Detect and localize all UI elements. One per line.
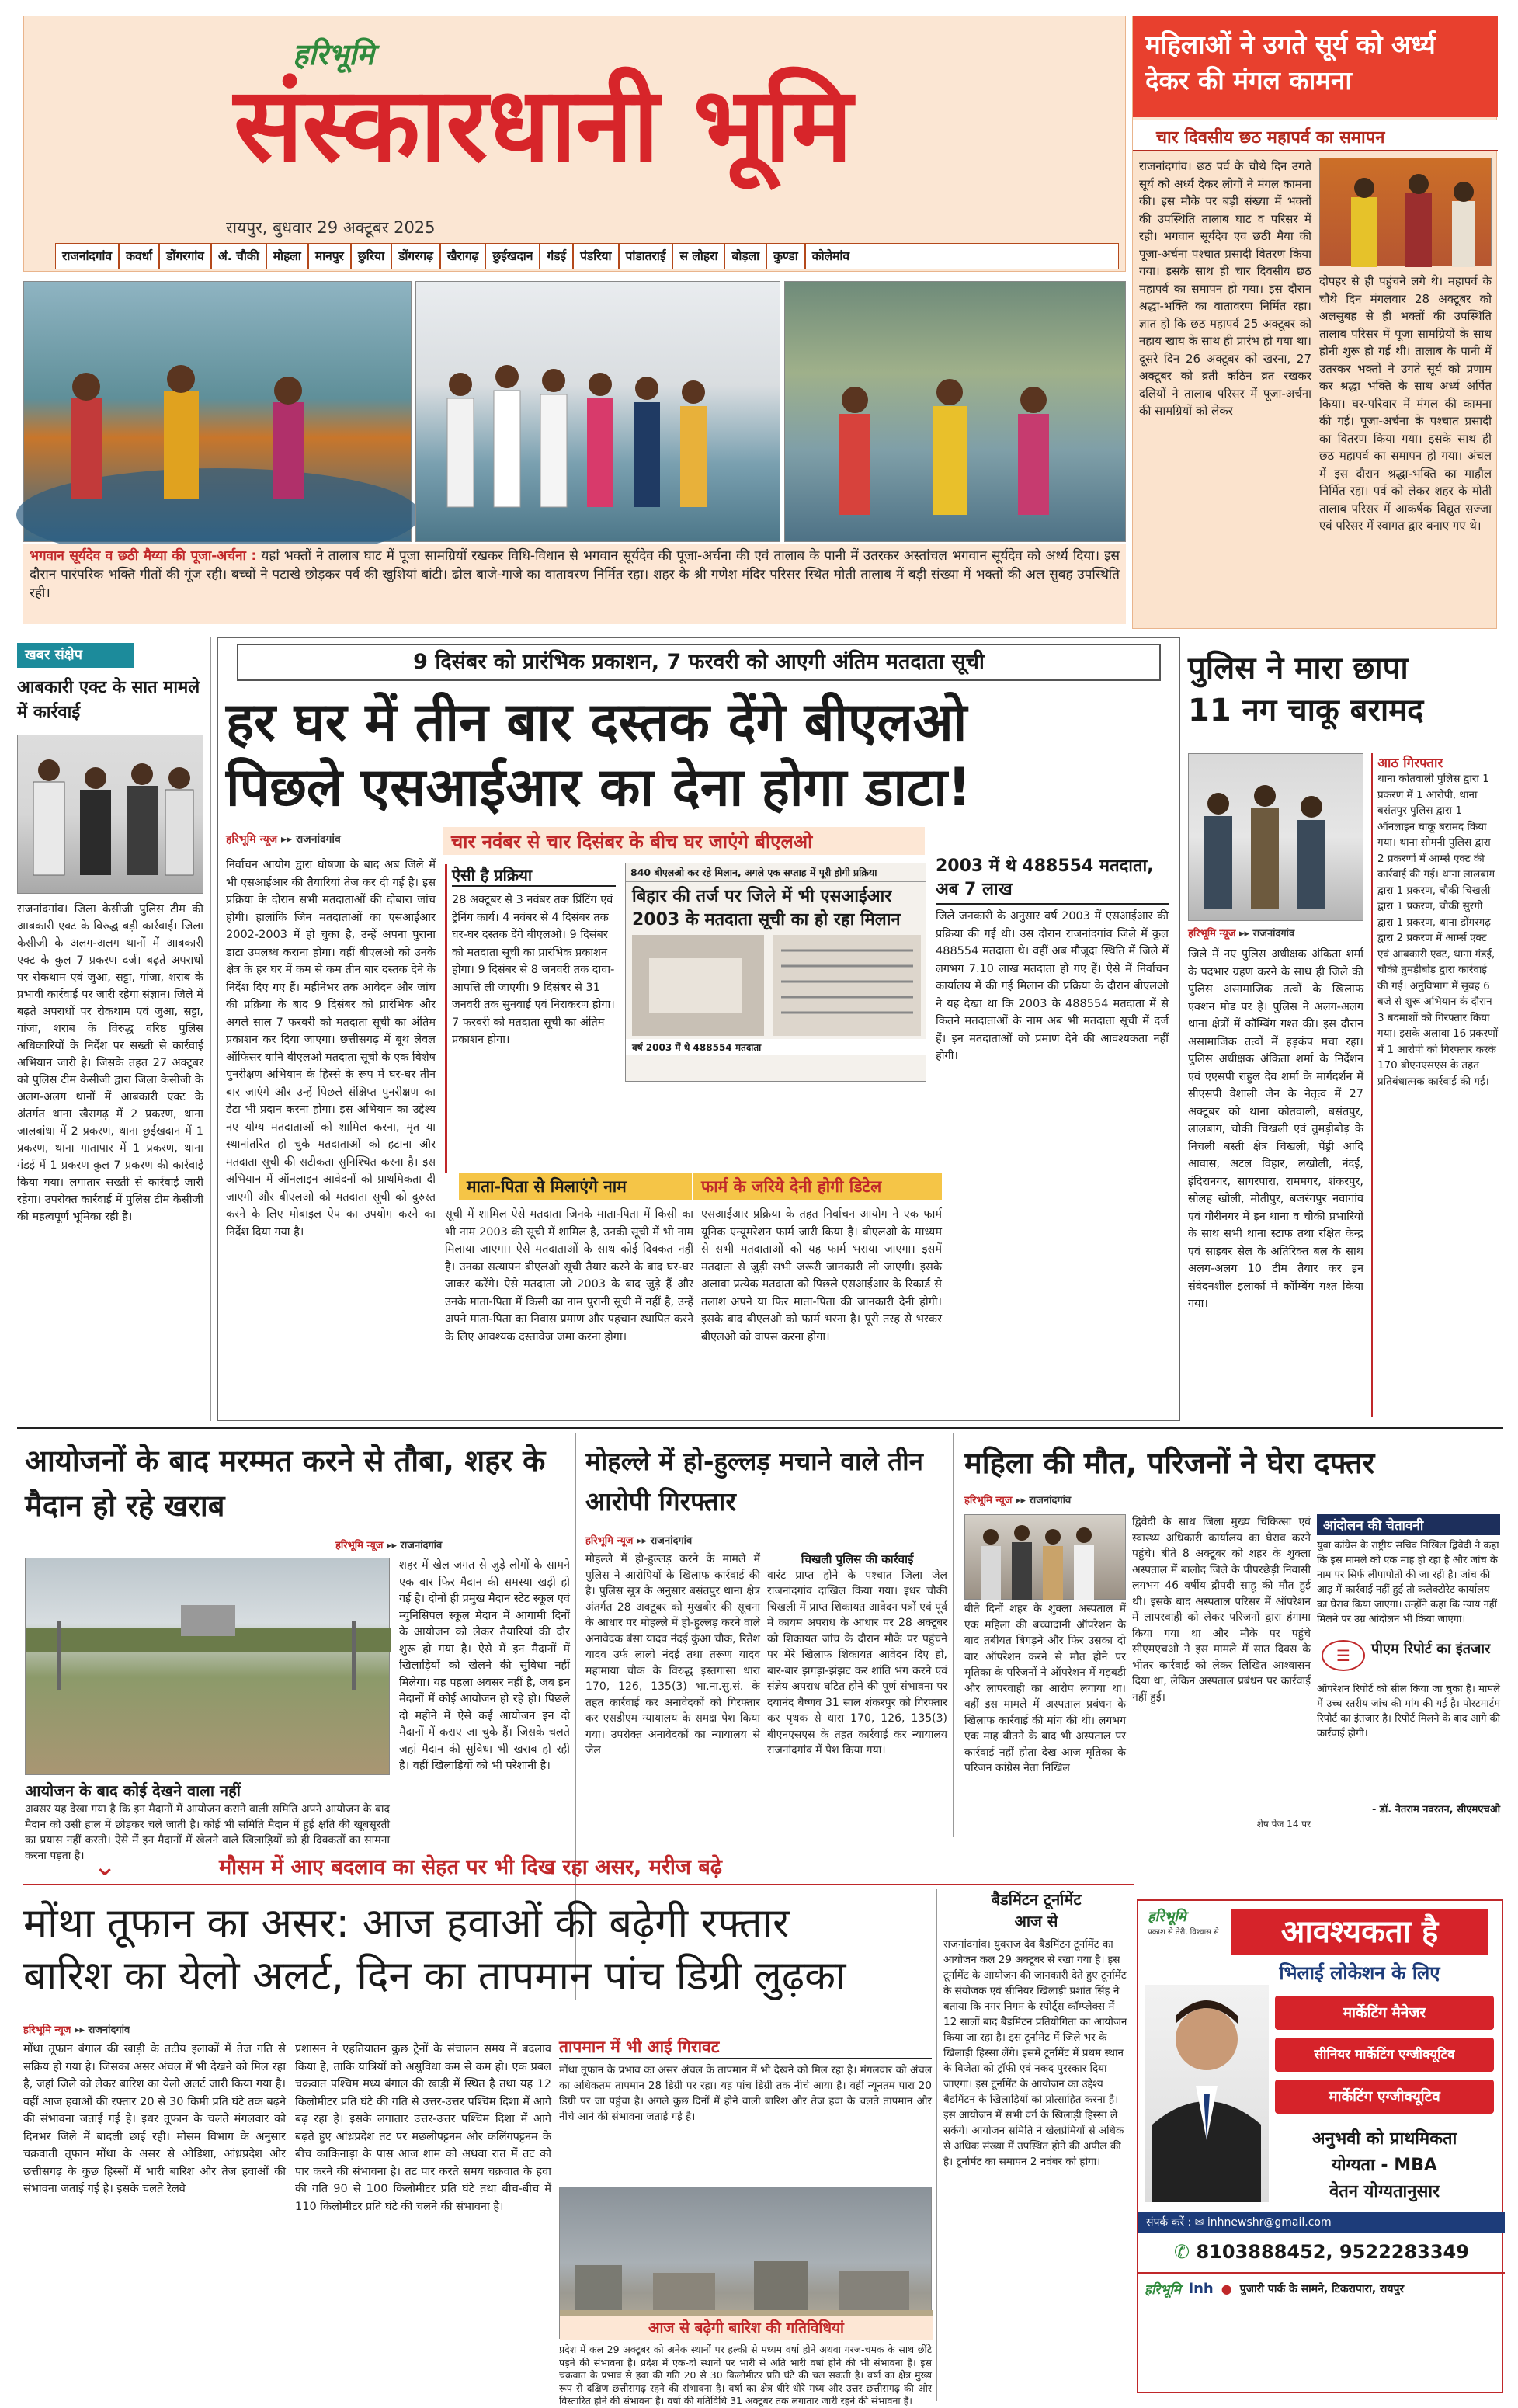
city-item: पंडरिया: [574, 244, 619, 269]
ad-role-1: मार्केटिंग मैनेजर: [1275, 1996, 1494, 2030]
phone-numbers[interactable]: 8103888452, 9522283349: [1196, 2241, 1469, 2263]
weather-temp-box: [559, 2036, 932, 2184]
byline-brand: हरिभूमि न्यूज: [964, 1495, 1013, 1506]
badminton-headline-1: बैडमिंटन टूर्नामेंट: [991, 1890, 1082, 1909]
chhath-photo-1-art: [24, 282, 412, 543]
city-item: मानपुर: [309, 244, 352, 269]
ad-line-3: वेतन योग्यतानुसार: [1329, 2182, 1440, 2201]
blo-headline-1: हर घर में तीन बार दस्तक देंगे बीएलओ: [226, 692, 967, 753]
ad-line-1: अनुभवी को प्राथमिकता: [1311, 2129, 1457, 2149]
weather-headline-2: बारिश का येलो अलर्ट, दिन का तापमान पांच डिग्री लुढ़का: [23, 1953, 846, 2000]
city-item: मोहला: [267, 244, 309, 269]
brief-photo: [17, 735, 203, 894]
chhath-kicker: चार दिवसीय छठ महापर्व का समापन: [1133, 120, 1498, 151]
weather-photo: [559, 2187, 932, 2339]
police-photo: [1188, 753, 1363, 921]
police-photo-art: [1189, 754, 1364, 922]
city-item: गंडई: [540, 244, 574, 269]
weather-story: [23, 1889, 932, 2406]
city-item: कोलेमांव: [811, 249, 850, 263]
process-title: ऐसी है प्रक्रिया: [452, 864, 616, 887]
recruitment-ad: [1137, 1899, 1503, 2393]
city-item: डोंगरगांव: [160, 244, 212, 269]
brand-logo: हरिभूमि: [293, 37, 374, 71]
ad-role-2: सीनियर मार्केटिंग एग्जीक्यूटिव: [1275, 2038, 1494, 2072]
city-item: कुण्डा: [767, 244, 806, 269]
byline-brand: हरिभूमि न्यूज: [226, 833, 278, 846]
blo-col-a: सूची में शामिल ऐसे मतदाता जिनके माता-पिता में किसी का भी नाम 2003 की सूची में शामिल है, उनकी सूची में भी नाम मिलाया जाएगा। ऐसे मतदाताओं के साथ कोई दिक्कत नहीं है। उनका सत्यापन बीएलओ सूची तैयार करने के बाद घर-घर जाकर करेंगे। ऐसे मतदाता जो 2003 के बाद जुड़े हैं और उनके माता-पिता में किसी का नाम पुरानी सूची में नहीं है, उन्हें अपने माता-पिता का निवास प्रमाण और पहचान स्थापित करने के लिए आवश्यक दस्तावेज जमा करना होगा।: [445, 1208, 693, 1343]
footer-inh: inh: [1188, 2280, 1214, 2297]
blo-clipping: [625, 863, 926, 1082]
byline-brand: हरिभूमि न्यूज: [585, 1535, 634, 1547]
ad-footer: [1138, 2272, 1505, 2303]
blo-kicker: 9 दिसंबर को प्रारंभिक प्रकाशन, 7 फरवरी को आएगी अंतिम मतदाता सूची: [237, 644, 1161, 681]
side-body: युवा कांग्रेस के राष्ट्रीय सचिव निखिल द्विवेदी ने कहा कि इस मामले को एक माह हो रहा है और जांच के नाम पर सिर्फ लीपापोती की जा रही है। जांच की आड़ में कार्रवाई नहीं हुई तो कलेक्टोरेट कार्यालय का घेराव किया जाएगा। उन्होंने कहा कि न्याय नहीं मिलने पर उग्र आंदोलन भी किया जाएगा।: [1317, 1540, 1499, 1625]
clip-strip: वर्ष 2003 में थे 488554 मतदाता: [626, 1039, 926, 1055]
brief-headline: आबकारी एक्ट के सात मामले में कार्रवाई: [17, 678, 200, 722]
chevron-down-icon: ⌄: [93, 1850, 117, 1882]
byline-brand: हरिभूमि न्यूज: [335, 1540, 384, 1551]
police-headline-2: 11 नग चाकू बरामद: [1188, 693, 1424, 728]
woman-story: [958, 1433, 1503, 1837]
pm-sign: - डॉ. नेतराम नवरतन, सीएमएचओ: [1371, 1804, 1500, 1816]
page-title: संस्कारधानी भूमि: [234, 65, 852, 185]
ground-headline: आयोजनों के बाद मरम्मत करने से तौबा, शहर के मैदान हो रहे खराब: [25, 1444, 546, 1523]
weather-col-2: प्रशासन ने एहतियातन कुछ ट्रेनों के संचालन समय में बदलाव किया है, ताकि यात्रियों को असुविधा कम से कम हो। एक प्रबल चक्रवात पश्चिम मध्य बंगाल की खाड़ी में स्थित है तथा यह 12 किलोमीटर प्रति घंटे की गति से उत्तर-उत्तर पश्चिम दिशा में आगे बढ़ रहा है। इसके लगातार उत्तर-उत्तर पश्चिम दिशा में आगे बढ़ते हुए आंध्रप्रदेश तट पर मछलीपट्टनम और कलिंगपट्टनम के बीच काकिनाड़ा के पास आज शाम को अथवा रात में तट को पार करने की संभावना है। तट पार करते समय चक्रवात के हवा की गति 90 से 100 किलोमीटर प्रति घंटे तथा बीच-बीच में 110 किलोमीटर प्रति घंटे की चलने की संभावना है।: [295, 2043, 551, 2213]
ground-photo-caption: अक्सर यह देखा गया है कि इन मैदानों में आयोजन कराने वाली समिति अपने आयोजन के बाद मैदान को उसी हाल में छोड़कर चले जाती है। कोई भी समिति मैदान में हुई क्षति की खूबसूरती का प्रयास नहीं करती। ऐसे में इन मैदानों में खेलने वाले खिलाड़ियों को ही दिक्कतों का सामना करना पड़ता है।: [25, 1803, 390, 1862]
side-title: आठ गिरफ्तार: [1377, 756, 1443, 771]
weather-banner: [23, 1848, 1134, 1885]
mohalla-col-2: [767, 1551, 947, 1835]
section-divider: [17, 1427, 1503, 1429]
blo-subhead: चार नवंबर से चार दिसंबर के बीच घर जाएंगे बीएलओ: [443, 827, 925, 855]
ad-brand: हरिभूमि: [1148, 1909, 1186, 1925]
chhath-story: [1132, 16, 1497, 629]
weather-byline: हरिभूमि न्यूज ▸▸ राजनांदगांव: [23, 2024, 130, 2036]
ad-line-2: योग्यता - MBA: [1332, 2156, 1437, 2175]
city-item: पांडातराई: [620, 244, 674, 269]
city-item: छुरिया: [352, 244, 392, 269]
caption-label: भगवान सूर्यदेव व छठी मैय्या की पूजा-अर्चना :: [30, 548, 257, 564]
ad-headline: आवश्यकता है: [1231, 1909, 1488, 1955]
chhath-photo-1: [23, 281, 412, 542]
ad-photo: [1145, 1985, 1269, 2202]
pm-title: पीएम रिपोर्ट का इंतजार: [1371, 1641, 1491, 1657]
chhath-photo-inset: [1319, 158, 1492, 266]
woman-col-2-wrap: [1132, 1514, 1311, 1834]
woman-col-1: बीते दिनों शहर के शुक्ला अस्पताल में एक महिला की बच्चादानी ऑपरेशन के बाद तबीयत बिगड़ने और फिर उसका दो बार ऑपरेशन करने से मौत होने पर मृतिका के परिजनों ने ऑपरेशन में गड़बड़ी और लापरवाही का आरोप लगाया था। वहीं इस मामले में अस्पताल प्रबंधन के खिलाफ कार्रवाई की मांग की थी। लगभग एक माह बीतने के बाद भी अस्पताल पर कार्रवाई नहीं होता देख आज मृतिका के परिजन कांग्रेस नेता निखिल: [964, 1603, 1126, 1774]
byline-city: राजनांदगांव: [295, 833, 341, 846]
ad-sub: भिलाई लोकेशन के लिए: [1279, 1962, 1440, 1984]
chhath-photo-2-art: [416, 282, 781, 543]
ground-byline: हरिभूमि न्यूज ▸▸ राजनांदगांव: [335, 1540, 443, 1551]
pm-body: ऑपरेशन रिपोर्ट को सील किया जा चुका है। मामले में उच्च स्तरीय जांच की मांग की गई है। पोस्टमार्टम रिपोर्ट का इंतजार है। रिपोर्ट मिलने के बाद आगे की कार्रवाई होगी।: [1317, 1684, 1500, 1739]
byline-city: राजनांदगांव: [1029, 1495, 1072, 1506]
blo-byline: हरिभूमि न्यूज ▸▸ राजनांदगांव: [226, 833, 341, 846]
city-item: कवर्धा: [120, 244, 160, 269]
stats-body: जिले जनकारी के अनुसार वर्ष 2003 में एसआईआर की प्रक्रिया की गई थी। उस दौरान राजनांदगांव जिले में कुल 488554 मतदाता थे। वहीं अब मौजूदा स्थिति में जिले में लगभग 7.10 लाख मतदाता हो गए हैं। ऐसे में निर्वाचन कार्यालय में की गई मिलान की प्रक्रिया के दौरान बीएलओ ने यह देखा था कि 2003 के 488554 मतदाता में से कितने मतदाताओं के नाम अब भी मतदाता सूची में दर्ज हैं। इन मतदाताओं को प्रमाण देने की आवश्यकता नहीं होगी।: [936, 910, 1169, 1062]
chhath-inset-art: [1320, 158, 1492, 267]
byline-city: राजनांदगांव: [88, 2024, 130, 2036]
city-item: खैरागढ़: [441, 244, 487, 269]
byline-city: राजनांदगांव: [400, 1540, 443, 1551]
blo-headline-2: पिछले एसआईआर का देना होगा डाटा!: [226, 757, 971, 818]
email-label: संपर्क करें :: [1146, 2216, 1192, 2229]
chhath-col-1: राजनांदगांव। छठ पर्व के चौथे दिन उगते सूर्य को अर्ध्य देकर लोगों ने मंगल कामना की। इस मौके पर बड़ी संख्या में भक्तों की उपस्थिति तालाब घाट व परिसर में रही। भगवान सूर्यदेव एवं छठी मैया की पूजा-अर्चना पश्चात प्रसादी वितरण किया गया। इसके साथ ही चार दिवसीय छठ महापर्व का समापन हो गया। इस दौरान श्रद्धा-भक्ति का वातावरण निर्मित रहा। ज्ञात हो कि छठ महापर्व 25 अक्टूबर को नहाय खाय के साथ ही प्रारंभ हो गया था। दूसरे दिन 26 अक्टूबर को खरना, 27 अक्टूबर को व्रती कठिन व्रत रखकर दलियों ने तालाब परिसर में पूजा-अर्चना की सामग्रियों को लेकर: [1139, 159, 1311, 418]
city-item: स लोहरा: [673, 244, 725, 269]
blo-col-b: एसआईआर प्रक्रिया के तहत निर्वाचन आयोग ने एक फार्म यूनिक एन्यूमरेशन फार्म जारी किया है। बीएलओ के माध्यम से सभी मतदाताओं को यह फार्म भराया जाएगा। इसमें मतदाता से जुड़ी सभी जरूरी जानकारी ली जाएगी। इसके अलावा प्रत्येक मतदाता को पिछले एसआईआर के रिकार्ड से तलाश अपने या फिर माता-पिता की जानकारी देनी होगी। इसके बाद बीएलओ को फार्म भरना है। पूरी तरह से भरकर बीएलओ को वापस करना होगा।: [701, 1208, 942, 1343]
mohalla-story: [581, 1433, 954, 1837]
caption-text: यहां भक्तों ने तालाब घाट में पूजा सामग्रियों रखकर विधि-विधान से भगवान सूर्यदेव की पूजा-अर्चना की एवं तालाब के पानी में उतरकर अस्तांचल भगवान सूर्यदेव को अर्ध्य दिया। इस दौरान पारंपरिक भक्ति गीतों की गूंज रही। बच्चों ने पटाखे छोड़कर पर्व की खुशियां बांटी। ढोल बाजे-गाजे का वातावरण निर्मित रहा। शहर के श्री गणेश मंदिर परिसर स्थित मोती तालाब में बड़ी संख्या में भक्तों की अल सुबह उपस्थिति रही।: [30, 548, 1120, 601]
ground-body: शहर में खेल जगत से जुड़े लोगों के सामने एक बार फिर मैदान की समस्या खड़ी हो गई है। दोनों ही प्रमुख मैदान स्टेट स्कूल एवं म्युनिसिपल स्कूल मैदान में आगामी दिनों के आयोजन को लेकर तैयारियां की दौर शुरू हो गया है। ऐसे में इन मैदानों में खिलाड़ियों को खेलने की सुविधा नहीं मिलेगा। यह पहला अवसर नहीं है, जब इन मैदानों में कोई आयोजन हो रहे हो। पिछले दो महीने में ऐसे कई आयोजन इन दो मैदानों में कराए जा चुके हैं। जिसके चलते जहां मैदान की सुविधा भी खराब हो रही है। वहीं खिलाड़ियों को भी परेशानी है।: [399, 1559, 570, 1772]
ground-photo-title: आयोजन के बाद कोई देखने वाला नहीं: [25, 1781, 241, 1800]
blo-process-box: [445, 864, 616, 1173]
city-item: छुईखदान: [486, 244, 540, 269]
ad-tagline: प्रकाश से तेरी, विश्वास से: [1148, 1928, 1219, 1937]
weather-photo-caption: आज से बढ़ेगी बारिश की गतिविधियां: [560, 2316, 933, 2340]
city-item: राजनांदगांव: [56, 244, 120, 269]
city-item: अं. चौकी: [212, 244, 267, 269]
ad-role-3: मार्केटिंग एग्जीक्यूटिव: [1275, 2080, 1494, 2114]
byline-city: राजनांदगांव: [650, 1535, 693, 1547]
location-icon: ●: [1221, 2281, 1232, 2296]
mohalla-byline: हरिभूमि न्यूज ▸▸ राजनांदगांव: [585, 1535, 693, 1547]
temp-title: तापमान में भी आई गिरावट: [559, 2036, 932, 2059]
temp-body: मोंथा तूफान के प्रभाव का असर अंचल के तापमान में भी देखने को मिल रहा है। मंगलवार को अंचल का अधिकतम तापमान 28 डिग्री पर रहा। यह पांच डिग्री तक नीचे आया है। वहीं न्यूनतम पारा 20 डिग्री पर जा पहुंचा है। अगले कुछ दिनों में होने वाली बारिश और तेज हवा के चलते तापमान और नीचे आने की संभावना जताई गई है।: [559, 2064, 932, 2123]
byline-city: राजनांदगांव: [1252, 928, 1295, 940]
clip-top: 840 बीएलओ कर रहे मिलान, अगले एक सप्ताह में पूरी होगी प्रक्रिया: [626, 863, 926, 882]
chhath-photo-3: [784, 281, 1126, 542]
chhath-photo-2: [415, 281, 780, 542]
dateline: रायपुर, बुधवार 29 अक्टूबर 2025: [226, 218, 436, 237]
side-title: आंदोलन की चेतावनी: [1317, 1514, 1500, 1535]
woman-headline: महिला की मौत, परिजनों ने घेरा दफ्तर: [964, 1446, 1375, 1480]
footer-brand: हरिभूमि: [1145, 2281, 1181, 2298]
police-headline-1: पुलिस ने मारा छापा: [1188, 651, 1409, 686]
masthead: [23, 16, 1126, 272]
mohalla-sub: चिखली पुलिस की कार्रवाई: [801, 1552, 914, 1566]
woman-col-2: द्विवेदी के साथ जिला मुख्य चिकित्सा एवं स्वास्थ्य अधिकारी कार्यालय का घेराव करने पहुंचे। बीते 8 अक्टूबर को शहर के शुक्ला अस्पताल में बालोद जिले के पीपरछेड़ी निवासी लगभग 46 वर्षीय द्रौपदी साहू की मौत हुई थी। इसके बाद अस्पताल परिसर में ऑपरेशन में लापरवाही को लेकर परिजनों द्वारा हंगामा किया गया था और मौके पर पहुंचे सीएमएचओ ने इस मामले में सात दिवस के भीतर कार्रवाई को लेकर लिखित आश्वासन दिया था, लेकिन अस्पताल प्रबंधन पर कार्रवाई नहीं हुई।: [1132, 1516, 1311, 1704]
banner-text: मौसम में आए बदलाव का सेहत पर भी दिख रहा असर, मरीज बढ़े: [219, 1855, 722, 1879]
process-body: 28 अक्टूबर से 3 नवंबर तक प्रिंटिंग एवं ट्रेनिंग कार्य। 4 नवंबर से 4 दिसंबर तक घर-घर दस्तक देंगे बीएलओ। 9 दिसंबर को मतदाता सूची का प्रारंभिक प्रकाशन होगा। 9 दिसंबर से 8 जनवरी तक दावा-आपत्ति ली जाएगी। 9 दिसंबर से 31 जनवरी तक सुनवाई एवं निराकरण होगा। 7 फरवरी को मतदाता सूची का अंतिम प्रकाशन होगा।: [452, 894, 615, 1046]
brief-photo-art: [18, 735, 204, 895]
ad-person-art: [1145, 1985, 1269, 2202]
blo-sub-form: फार्म के जरिये देनी होगी डिटेल: [693, 1173, 942, 1200]
police-byline: हरिभूमि न्यूज ▸▸ राजनांदगांव: [1188, 928, 1295, 940]
chhath-headline: महिलाओं ने उगते सूर्य को अर्ध्य देकर की मंगल कामना: [1133, 16, 1498, 117]
ad-address: पुजारी पार्क के सामने, टिकरापारा, रायपुर: [1239, 2282, 1405, 2295]
badminton-headline-2: आज से: [1014, 1912, 1058, 1930]
side-body: थाना कोतवाली पुलिस द्वारा 1 प्रकरण में 1 आरोपी, थाना बसंतपुर पुलिस द्वारा 1 ऑनलाइन चाकू बरामद किया गया। थाना सोमनी पुलिस द्वारा 2 प्रकरणों में आर्म्स एक्ट की कार्रवाई की गई। थाना लालबाग द्वारा 1 प्रकरण, चौकी चिखली द्वारा 1 प्रकरण, चौकी सुरगी द्वारा 1 प्रकरण, थाना डोंगरगढ़ द्वारा 2 प्रकरण में आर्म्स एक्ट एवं आबकारी एक्ट, थाना गंडई, चौकी तुमड़ीबोड़ द्वारा कार्रवाई की गई। अनुविभाग में सुबह 6 बजे से शुरू अभियान के दौरान 3 बदमाशों को गिरफ्तार किया गया। इसके अलावा 16 प्रकरणों में 1 आरोपी को गिरफ्तार करके 170 बीएनएसएस के तहत प्रतिबंधात्मक कार्रवाई की गई।: [1377, 773, 1499, 1088]
city-strip: [55, 243, 1119, 269]
weather-headline-1: मोंथा तूफान का असर: आज हवाओं की बढ़ेगी रफ्तार: [23, 1900, 790, 1947]
ground-photo: [25, 1558, 390, 1775]
continued-label: शेष पेज 14 पर: [1256, 1819, 1311, 1829]
city-item: डोंगरगढ़: [392, 244, 441, 269]
woman-side: [1317, 1514, 1500, 1834]
brief-body: राजनांदगांव। जिला केसीजी पुलिस टीम की आबकारी एक्ट के विरुद्ध बड़ी कार्रवाई। जिला केसीजी के अलग-अलग थानों में आबकारी एक्ट के कुल 7 प्रकरण दर्ज। बढ़ते अपराधों पर रोकथाम एवं जुआ, सट्टा, गांजा, शराब के प्रभावी कार्रवाई पर जारी रहेगा संज्ञान। जिले में बढ़ते अपराधों पर रोकथाम एवं जुआ, सट्टा, गांजा, शराब के विरुद्ध वरिष्ठ पुलिस अधिकारियों के निर्देश पर सख्ती से कार्रवाई अभियान जारी है। जिसके तहत 27 अक्टूबर को पुलिस टीम केसीजी द्वारा जिला केसीजी के अलग-अलग थानों में आबकारी एक्ट के अंतर्गत थाना खैरागढ़ में 2 प्रकरण, थाना जालबांधा में 2 प्रकरण, थाना छुईखदान में 1 प्रकरण, थाना गातापार में 1 प्रकरण, थाना गंडई में 1 प्रकरण कुल 7 प्रकरण की कार्रवाई किया गया। लगातार सख्ती से कार्रवाई जारी रहेगा। उपरोक्त कार्रवाई में पुलिस टीम केसीजी की महत्वपूर्ण भूमिका रही है।: [17, 903, 203, 1223]
mohalla-headline: मोहल्ले में हो-हुल्लड़ मचाने वाले तीन आरोपी गिरफ्तार: [585, 1446, 923, 1517]
clip-photo-art: [626, 935, 927, 1036]
police-story: [1185, 637, 1503, 1421]
blo-sub-parents: माता-पिता से मिलाएंगे नाम: [459, 1173, 692, 1200]
ground-photo-art: [26, 1558, 391, 1776]
banner-rule: [23, 1884, 1134, 1885]
blo-col-1: निर्वाचन आयोग द्वारा घोषणा के बाद अब जिले में भी एसआईआर की तैयारियां तेज कर दी गई है। इस प्रक्रिया के दौरान सभी मतदाताओं की दोबारा जांच होगी। हालांकि जिन मतदाताओं का एसआईआर 2002-2003 में हो चुका है, उन्हें अपना पुराना डाटा उपलब्ध कराना होगा। वहीं बीएलओ को उनके क्षेत्र के हर घर में कम से कम तीन बार दस्तक देने के निर्देश दिए गए हैं। महीनेभर तक आवेदन और जांच की प्रक्रिया के बाद 9 दिसंबर को प्रारंभिक और अगले साल 7 फरवरी को मतदाता सूची का अंतिम प्रकाशन कर दिया जाएगा। छत्तीसगढ़ में बूथ लेवल ऑफिसर यानि बीएलओ मतदाता सूची के एक विशेष पुनरीक्षण अभियान के हिस्से के रूप में घर-घर तीन बार जाएंगे और उन्हें पिछले संक्षिप्त पुनरीक्षण का डेटा भी प्रदान करना होगा। इस अभियान का उद्देश्य नए योग्य मतदाताओं को शामिल करना, मृत या स्थानांतरित हो चुके मतदाताओं को हटाना और मतदाता सूची की सटीकता सुनिश्चित करना है। इस अभियान में ऑनलाइन आवेदनों को प्राथमिकता दी जाएगी और बीएलओ को मतदाता सूची को दुरुस्त करने के लिए मोबाइल ऐप का उपयोग करने का निर्देश दिया गया है।: [226, 859, 436, 1239]
city-item: बोड़ला: [725, 244, 767, 269]
phone-icon: ✆: [1174, 2241, 1190, 2263]
chhath-photo-3-art: [785, 282, 1127, 543]
byline-brand: हरिभूमि न्यूज: [23, 2024, 71, 2036]
badminton-body: राजनांदगांव। युवराज देव बैडमिंटन टूर्नामेंट का आयोजन कल 29 अक्टूबर से रखा गया है। इस टूर्नामेंट के आयोजन की जानकारी देते हुए टूर्नामेंट के संयोजक एवं सीनियर खिलाड़ी प्रशांत सिंह ने बताया कि नगर निगम के स्पोर्ट्स कॉम्प्लेक्स में 12 सालों बाद बैडमिंटन प्रतियोगिता का आयोजन किया जा रहा है। इस टूर्नामेंट में जिले भर के खिलाड़ी हिस्सा लेंगे। इसमें टूर्नामेंट में प्रथम स्थान के विजेता को ट्रॉफी एवं नकद पुरस्कार दिया जाएगा। इस टूर्नामेंट के आयोजन का उद्देश्य बैडमिंटन के खिलाड़ियों को प्रोत्साहित करना है। इस आयोजन में सभी वर्ग के खिलाड़ी हिस्सा ले सकेंगे। आयोजन समिति ने खेलप्रेमियों से अधिक से अधिक संख्या में उपस्थित होने की अपील की है। टूर्नामेंट का समापन 2 नवंबर को होगा।: [943, 1938, 1127, 2168]
brief-column: [17, 637, 211, 1421]
weather-col-1: मोंथा तूफान बंगाल की खाड़ी के तटीय इलाकों में तेज गति से सक्रिय हो गया है। जिसका असर अंचल में भी देखने को मिल रहा है, जहां जिले को लेकर बारिश का येलो अलर्ट जारी किया गया है। वहीं आज हवाओं की रफ्तार 20 से 30 किमी प्रति घंटे तक बढ़ने की संभावना जताई गई है। इधर तूफान के चलते मंगलवार को दिनभर जिले में बादली छाई रही। मौसम विभाग के अनुसार चक्रवाती तूफान मोंथा के असर से ओडिशा, आंध्रप्रदेश और छत्तीसगढ़ के कुछ हिस्सों में भारी बारिश और तेज हवाओं की संभावना जताई गई है। इसके चलते रेलवे: [23, 2043, 286, 2195]
brief-tag: खबर संक्षेप: [17, 643, 134, 668]
ad-phones: [1138, 2235, 1505, 2269]
chhath-col-2: दोपहर से ही पहुंचने लगे थे। महापर्व के चौथे दिन मंगलवार 28 अक्टूबर को अलसुबह से ही भक्तों की उपस्थिति तालाब परिसर में पूजा सामग्रियों के साथ होनी शुरू हो गई थी। तालाब के पानी में उतरकर भक्तों ने उगते सूर्य को प्रणाम कर श्रद्धा भक्ति के साथ अर्ध्य अर्पित किया। घर-परिवार में मंगल की कामना की गई। पूजा-अर्चना के पश्चात प्रसादी का वितरण किया गया। इसके साथ ही छठ महापर्व का समापन हो गया। अंचल में इस दौरान श्रद्धा-भक्ति का माहौल निर्मित रहा। पर्व को लेकर शहर के मोती तालाब परिसर में आकर्षक विद्युत सज्जा एवं परिसर में स्वागत द्वार बनाए गए थे।: [1319, 274, 1492, 533]
stats-title: 2003 में थे 488554 मतदाता, अब 7 लाख: [936, 855, 1169, 905]
ad-contact-bar: [1138, 2212, 1505, 2233]
mohalla-col-1: मोहल्ले में हो-हुल्लड़ करने के मामले में पुलिस ने आरोपियों के खिलाफ कार्रवाई की है। पुलिस सूत्र के अनुसार बसंतपुर थाना क्षेत्र अंतर्गत 28 अक्टूबर को मुखबीर की सूचना के आधार पर मोहल्ले में हो-हुल्लड़ करने वाले अनावेदक बंसा यादव नंदई कुंआ चौक, रितेश यादव उर्फ लालो नंदई तथा तरूण यादव महामाया चौक के विरुद्ध इस्तगासा धारा 170, 126, 135(3) भा.ना.सु.सं. के तहत कार्रवाई कर अनावेदकों को गिरफ्तार कर एसडीएम न्यायालय के समक्ष पेश किया गया। उपरोक्त अनावेदकों का न्यायालय से जेल: [585, 1553, 760, 1756]
byline-brand: हरिभूमि न्यूज: [1188, 928, 1236, 940]
weather-bottom: प्रदेश में कल 29 अक्टूबर को अनेक स्थानों पर हल्की से मध्यम वर्षा होने अथवा गरज-चमक के साथ छींटे पड़ने की संभावना है। प्रदेश में एक-दो स्थानों पर भारी से अति भारी वर्षा होने की भी संभावना है। इस चक्रवात के प्रभाव से हवा की गति 20 से 30 किलोमीटर प्रति घंटे की चल सकती है। वर्षा का क्षेत्र मुख्य रूप से दक्षिण छत्तीसगढ़ रहने की संभावना है। वर्षा का क्षेत्र धीरे-धीरे मध्य और उत्तर छत्तीसगढ़ की ओर विस्तारित होने की संभावना है। वर्षा की गतिविधि 31 अक्टूबर तक लगातार जारी रहने की संभावना है।: [559, 2344, 932, 2406]
police-side: [1371, 753, 1500, 1417]
mohalla-col-2-text: वारंट प्राप्त होने के पश्चात जिला जेल राजनांदगांव दाखिल किया गया। इधर चौकी चिखली में प्राप्त शिकायत आवेदन पत्रों एवं पूर्व में कायम अपराध के आधार पर 28 अक्टूबर को शिकायत जांच के दौरान मौके पर पहुंचने पर मेरे खिलाफ शिकायत आवेदन दिए हो, बार-बार झगड़ा-झंझट कर शांति भंग करने एवं संज्ञेय अपराध घटित होने की पूर्ण संभावना पर दयानंद बैष्णव 31 साल शंकरपुर को गिरफ्तार कर पृथक से धारा 170, 126, 135(3) बीएनएसएस के तहत कार्रवाई कर न्यायालय राजनांदगांव में पेश किया गया।: [767, 1569, 947, 1756]
ad-email[interactable]: inhnewshr@gmail.com: [1207, 2216, 1332, 2229]
badminton-story: [936, 1889, 1129, 2401]
blo-stats-box: [936, 855, 1169, 1280]
pm-icon: ☰: [1322, 1640, 1365, 1671]
clip-headline: बिहार की तर्ज पर जिले में भी एसआईआर 2003 के मतदाता सूची का हो रहा मिलान: [632, 887, 901, 929]
police-body: जिले में नए पुलिस अधीक्षक अंकिता शर्मा के पदभार ग्रहण करने के साथ ही जिले की पुलिस असामाजिक तत्वों के खिलाफ एक्शन मोड पर है। पुलिस ने अलग-अलग थाना क्षेत्रों में कॉम्बिंग गश्त की। इस दौरान असामाजिक तत्वों में हड़कंप मचा रहा। पुलिस अधीक्षक अंकिता शर्मा के निर्देशन एवं एएसपी राहुल देव शर्मा के मार्गदर्शन में सीएसपी वैशाली जैन के नेतृत्व में 27 अक्टूबर को थाना कोतवाली, बसंतपुर, लालबाग, चौकी चिखली एवं तुमड़ीबोड़ के निचली बस्ती क्षेत्र चिखली, पेंड्री आदि आवास, अटल विहार, लखोली, नंदई, इंदिरानगर, सागरपारा, राममगर, शंकरपुर, सोलह खोली, मोतीपुर, बजरंगपुर नवागांव एवं गौरीनगर में इन थाना व चौकी प्रभारियों के साथ सभी थाना स्टाफ तथा रक्षित केन्द्र एवं साइबर सेल के अतिरिक्त बल के साथ अलग-अलग 10 टीम तैयार कर इन संवेदनशील इलाकों में कॉम्बिंग गश्त किया गया।: [1188, 948, 1363, 1310]
chhath-caption: [23, 544, 1126, 624]
blo-story: [217, 637, 1180, 1421]
woman-byline: हरिभूमि न्यूज ▸▸ राजनांदगांव: [964, 1495, 1072, 1506]
mail-icon: ✉: [1194, 2216, 1204, 2229]
